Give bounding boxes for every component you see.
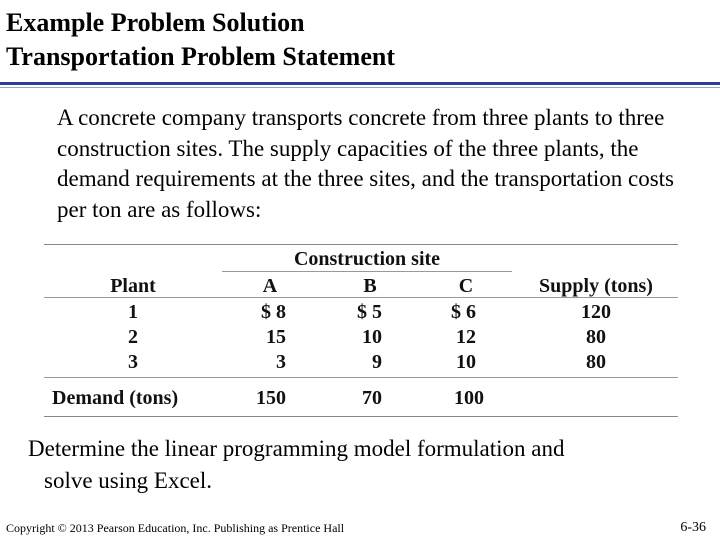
closing-line-2: solve using Excel. [44, 468, 212, 493]
cost-cell: $ 5 [357, 301, 382, 323]
title-divider [0, 82, 720, 85]
title-divider-thin [0, 87, 720, 88]
plant-cell: 1 [128, 301, 138, 323]
cost-cell: 12 [456, 326, 476, 348]
cost-cell: 9 [372, 351, 382, 373]
cost-cell: 15 [266, 326, 286, 348]
slide-title [6, 6, 395, 74]
construction-site-header: Construction site [293, 248, 441, 270]
supply-header: Supply (tons) [539, 275, 653, 297]
column-header-b: B [363, 275, 377, 297]
slide-number: 6-36 [680, 520, 706, 535]
demand-cell: 70 [362, 387, 382, 409]
column-header-c: C [458, 275, 474, 297]
demand-label: Demand (tons) [52, 387, 179, 409]
supply-cell: 80 [586, 351, 606, 373]
supply-cell: 120 [581, 301, 611, 323]
table-bottom-rule [44, 416, 678, 417]
title-line-2: Transportation Problem Statement [6, 42, 395, 71]
closing-line-1: Determine the linear programming model formulation and [28, 436, 565, 461]
plant-cell: 2 [128, 326, 138, 348]
plant-cell: 3 [128, 351, 138, 373]
intro-paragraph: A concrete company transports concrete from three plants to three construction sites. The supply capacities of the three plants, the demand requirements at the three sites, and the transportation costs per ton are as follows: [57, 105, 674, 222]
cost-cell: 10 [362, 326, 382, 348]
plant-header: Plant [110, 275, 156, 297]
cost-cell: $ 8 [261, 301, 286, 323]
cost-cell: 3 [276, 351, 286, 373]
column-header-a: A [262, 275, 278, 297]
demand-cell: 100 [454, 387, 484, 409]
rows-bottom-rule [44, 377, 678, 378]
table-top-rule [44, 244, 678, 245]
supply-cell: 80 [586, 326, 606, 348]
cost-cell: $ 6 [451, 301, 476, 323]
title-line-1: Example Problem Solution [6, 8, 305, 37]
closing-paragraph [28, 433, 708, 497]
cost-cell: 10 [456, 351, 476, 373]
demand-cell: 150 [256, 387, 286, 409]
copyright-notice: Copyright © 2013 Pearson Education, Inc. Publishing as Prentice Hall [6, 521, 345, 535]
construction-site-rule [222, 271, 512, 272]
header-bottom-rule [44, 297, 678, 298]
